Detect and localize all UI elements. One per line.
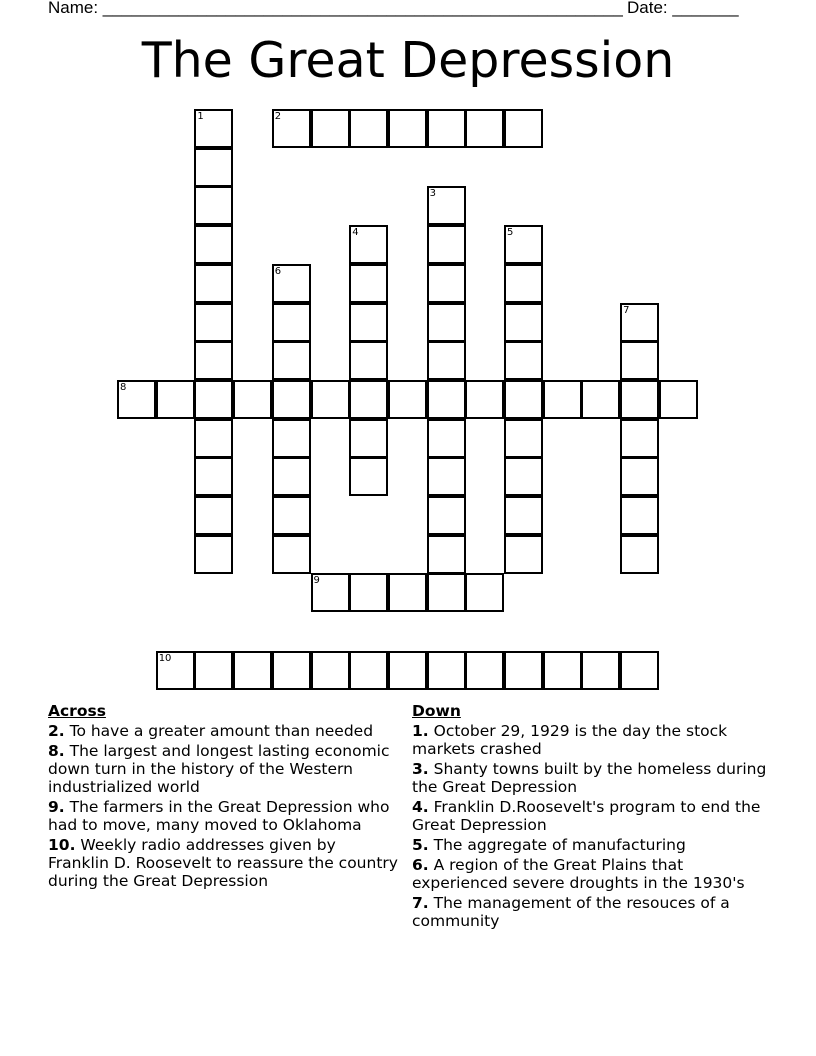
crossword-cell[interactable] [543,380,582,419]
crossword-cell[interactable] [311,573,350,612]
clue-number-label: 3 [429,188,436,200]
across-clue [48,798,398,834]
clue-number: 6. [412,856,429,874]
across-clue [48,742,398,796]
clue-text: The farmers in the Great Depression who had to move, many moved to Oklahoma [48,798,390,834]
crossword-cell[interactable] [311,651,350,690]
across-clue [48,836,398,890]
crossword-cell[interactable] [194,225,233,264]
crossword-cell[interactable] [272,651,311,690]
down-clues [412,702,772,932]
crossword-cell[interactable] [427,651,466,690]
crossword-cell[interactable] [349,457,388,496]
crossword-cell[interactable] [233,651,272,690]
clue-number-label: 1 [197,111,204,122]
crossword-cell[interactable] [349,225,388,264]
crossword-cell[interactable] [156,380,195,419]
across-clues [48,702,398,892]
crossword-cell[interactable] [504,496,543,535]
clue-number-label: 10 [158,652,172,664]
down-clue [412,798,772,834]
across-clue [48,722,398,740]
crossword-cell[interactable] [504,380,543,419]
crossword-cell[interactable] [349,264,388,303]
clue-number: 9. [48,798,65,816]
down-clue [412,836,772,854]
crossword-cell[interactable] [504,535,543,574]
crossword-cell[interactable] [311,380,350,419]
crossword-cell[interactable] [465,109,504,148]
crossword-cell[interactable] [620,303,659,342]
crossword-cell[interactable] [156,651,195,690]
crossword-cell[interactable] [349,303,388,342]
crossword-cell[interactable] [504,109,543,148]
crossword-cell[interactable] [194,109,233,148]
crossword-cell[interactable] [620,535,659,574]
clue-number: 5. [412,836,429,854]
crossword-cell[interactable] [465,651,504,690]
crossword-cell[interactable] [388,380,427,419]
clue-text: The aggregate of manufacturing [428,836,686,854]
crossword-cell[interactable] [349,651,388,690]
crossword-cell[interactable] [620,651,659,690]
clue-number-label: 7 [623,304,630,316]
crossword-cell[interactable] [272,341,311,380]
crossword-cell[interactable] [620,419,659,458]
crossword-cell[interactable] [388,109,427,148]
down-clue [412,760,772,796]
across-heading: Across [48,702,106,720]
date-field[interactable]: Date: _______ [627,0,739,17]
clue-text: The largest and longest lasting economic down turn in the history of the Western industrialized world [48,742,390,796]
crossword-cell[interactable] [194,264,233,303]
down-heading: Down [412,702,461,720]
crossword-cell[interactable] [427,303,466,342]
crossword-cell[interactable] [194,380,233,419]
crossword-cell[interactable] [465,380,504,419]
clue-number: 10. [48,836,76,854]
crossword-cell[interactable] [620,496,659,535]
crossword-cell[interactable] [194,457,233,496]
clue-number: 3. [412,760,429,778]
crossword-cell[interactable] [349,109,388,148]
crossword-cell[interactable] [194,341,233,380]
crossword-cell[interactable] [272,457,311,496]
crossword-cell[interactable] [272,419,311,458]
clue-number: 7. [412,894,429,912]
crossword-cell[interactable] [427,186,466,225]
crossword-cell[interactable] [504,264,543,303]
crossword-cell[interactable] [504,303,543,342]
crossword-cell[interactable] [620,341,659,380]
clue-number: 4. [412,798,429,816]
crossword-cell[interactable] [349,419,388,458]
clue-number-label: 5 [507,227,514,239]
down-clue [412,856,772,892]
crossword-cell[interactable] [272,264,311,303]
crossword-cell[interactable] [272,535,311,574]
crossword-cell[interactable] [272,380,311,419]
clue-number-label: 6 [274,265,282,277]
crossword-cell[interactable] [659,380,698,419]
crossword-cell[interactable] [427,573,466,612]
crossword-cell[interactable] [504,457,543,496]
clue-number-label: 4 [352,227,359,239]
crossword-cell[interactable] [194,496,233,535]
crossword-cell[interactable] [427,380,466,419]
crossword-cell[interactable] [427,264,466,303]
clue-number: 8. [48,742,65,760]
crossword-cell[interactable] [427,225,466,264]
clue-text: October 29, 1929 is the day the stock markets crashed [412,722,728,758]
crossword-cell[interactable] [504,225,543,264]
crossword-cell[interactable] [194,651,233,690]
crossword-cell[interactable] [194,303,233,342]
crossword-cell[interactable] [349,341,388,380]
clue-number-label: 9 [313,575,320,587]
page-title: The Great Depression [141,32,675,89]
clue-number: 1. [412,722,429,740]
crossword-cell[interactable] [349,380,388,419]
crossword-cell[interactable] [272,303,311,342]
clue-text: Weekly radio addresses given by Franklin D. Roosevelt to reassure the country during the Great Depression [48,836,398,890]
crossword-cell[interactable] [504,419,543,458]
crossword-cell[interactable] [427,457,466,496]
crossword-cell[interactable] [427,341,466,380]
crossword-cell[interactable] [194,419,233,458]
crossword-cell[interactable] [233,380,272,419]
crossword-cell[interactable] [272,109,311,148]
crossword-cell[interactable] [427,109,466,148]
crossword-cell[interactable] [272,496,311,535]
crossword-cell[interactable] [194,186,233,225]
clue-text: A region of the Great Plains that experienced severe droughts in the 1930's [412,856,745,892]
down-clue [412,722,772,758]
crossword-cell[interactable] [388,573,427,612]
crossword-cell[interactable] [581,380,620,419]
clue-text: Franklin D.Roosevelt's program to end the Great Depression [412,798,761,834]
crossword-cell[interactable] [581,651,620,690]
clue-number-label: 8 [120,381,127,393]
down-clue [412,894,772,930]
crossword-cell[interactable] [465,573,504,612]
crossword-cell[interactable] [117,380,156,419]
clue-number-label: 2 [274,111,282,122]
clue-number: 2. [48,722,65,740]
crossword-cell[interactable] [543,651,582,690]
crossword-cell[interactable] [388,651,427,690]
crossword-cell[interactable] [504,341,543,380]
crossword-cell[interactable] [349,573,388,612]
clue-text: Shanty towns built by the homeless during the Great Depression [412,760,767,796]
crossword-cell[interactable] [620,380,659,419]
crossword-cell[interactable] [427,496,466,535]
crossword-cell[interactable] [194,535,233,574]
name-field[interactable]: Name: _______________________________________________________ [48,0,623,17]
clue-text: The management of the resouces of a community [412,894,730,930]
crossword-cell[interactable] [620,457,659,496]
crossword-cell[interactable] [427,419,466,458]
crossword-cell[interactable] [504,651,543,690]
crossword-cell[interactable] [194,148,233,187]
crossword-cell[interactable] [427,535,466,574]
crossword-cell[interactable] [311,109,350,148]
clue-text: To have a greater amount than needed [64,722,374,740]
